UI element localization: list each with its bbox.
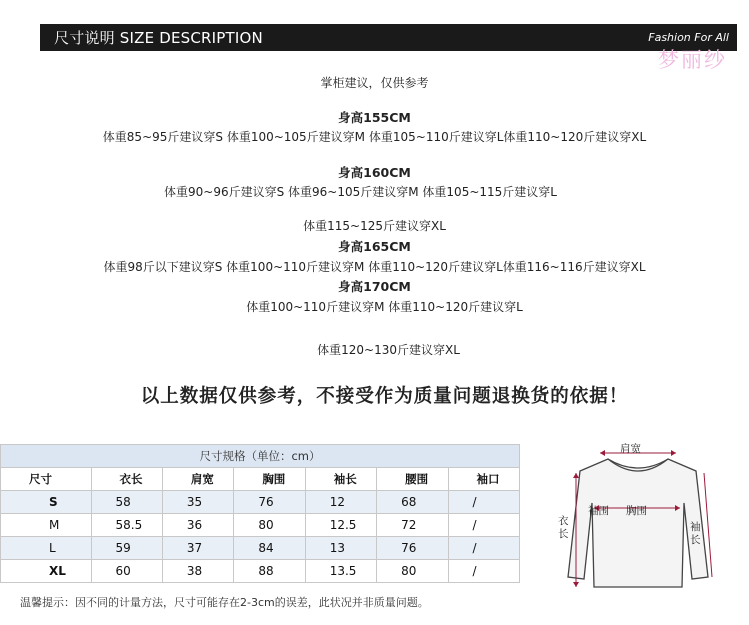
- column-header: 衣长: [91, 468, 162, 491]
- table-cell: 80: [377, 560, 448, 583]
- header-title: 尺寸说明 SIZE DESCRIPTION: [54, 29, 263, 47]
- table-cell: 59: [91, 537, 162, 560]
- shoulder-label: 肩宽: [620, 443, 641, 455]
- table-row: [1, 560, 520, 583]
- table-cell: 76: [377, 537, 448, 560]
- table-cell: 35: [162, 491, 233, 514]
- weight-advice-line: 体重120~130斤建议穿XL: [317, 343, 460, 357]
- height-heading: 身高160CM: [338, 165, 411, 180]
- column-header: 袖口: [448, 468, 519, 491]
- table-cell: /: [448, 514, 519, 537]
- table-cell: 72: [377, 514, 448, 537]
- table-cell: 88: [234, 560, 305, 583]
- table-cell: /: [448, 491, 519, 514]
- size-table: [0, 444, 520, 583]
- header-tagline: Fashion For All: [648, 31, 729, 44]
- weight-advice-line: 体重98斤以下建议穿S 体重100~110斤建议穿M 体重110~120斤建议穿L体重116~116斤建议穿XL: [103, 260, 646, 274]
- table-cell: 58.5: [91, 514, 162, 537]
- table-cell: /: [448, 560, 519, 583]
- garment-diagram: [528, 437, 748, 603]
- length-label: 衣长: [558, 515, 569, 540]
- size-cell: M: [1, 514, 92, 537]
- disclaimer-text: 以上数据仅供参考，不接受作为质量问题退换货的依据！: [140, 386, 629, 407]
- table-cell: 13: [305, 537, 376, 560]
- column-header: 胸围: [234, 468, 305, 491]
- measurement-note: 温馨提示：因不同的计量方法，尺寸可能存在2-3cm的误差，此状况并非质量问题。: [20, 596, 429, 609]
- table-cell: 80: [234, 514, 305, 537]
- column-header: 袖长: [305, 468, 376, 491]
- sweater-outline: [568, 459, 708, 587]
- size-cell: L: [1, 537, 92, 560]
- table-cell: 13.5: [305, 560, 376, 583]
- chest-label: 胸围: [626, 505, 647, 517]
- table-cell: 38: [162, 560, 233, 583]
- weight-advice-line: 体重90~96斤建议穿S 体重96~105斤建议穿M 体重105~115斤建议穿L: [164, 185, 557, 199]
- height-heading: 身高170CM: [338, 279, 411, 294]
- size-cell: S: [1, 491, 92, 514]
- weight-advice-line: 体重85~95斤建议穿S 体重100~105斤建议穿M 体重105~110斤建议穿L体重110~120斤建议穿XL: [102, 130, 647, 144]
- brand-watermark: 梦丽纱: [658, 48, 727, 72]
- height-heading: 身高155CM: [338, 110, 411, 125]
- table-row: [1, 514, 520, 537]
- height-heading: 身高165CM: [338, 239, 411, 254]
- weight-advice-line: 体重100~110斤建议穿M 体重110~120斤建议穿L: [246, 300, 523, 314]
- table-caption: 尺寸规格（单位：cm）: [1, 445, 520, 468]
- table-cell: /: [448, 537, 519, 560]
- table-header-row: [1, 468, 520, 491]
- sleeve-label: 袖长: [690, 521, 701, 546]
- table-cell: 58: [91, 491, 162, 514]
- table-cell: 68: [377, 491, 448, 514]
- table-cell: 37: [162, 537, 233, 560]
- weight-advice-line: 体重115~125斤建议穿XL: [303, 219, 446, 233]
- table-cell: 76: [234, 491, 305, 514]
- advice-intro: 掌柜建议，仅供参考: [320, 76, 429, 90]
- table-row: [1, 537, 520, 560]
- table-row: [1, 491, 520, 514]
- table-cell: 12: [305, 491, 376, 514]
- size-cell: XL: [1, 560, 92, 583]
- column-header: 腰围: [377, 468, 448, 491]
- column-header: 肩宽: [162, 468, 233, 491]
- table-cell: 84: [234, 537, 305, 560]
- cuff-label: 袖围: [588, 505, 609, 517]
- section-header: [40, 24, 737, 51]
- table-cell: 36: [162, 514, 233, 537]
- column-header: 尺寸: [1, 468, 92, 491]
- table-cell: 12.5: [305, 514, 376, 537]
- table-cell: 60: [91, 560, 162, 583]
